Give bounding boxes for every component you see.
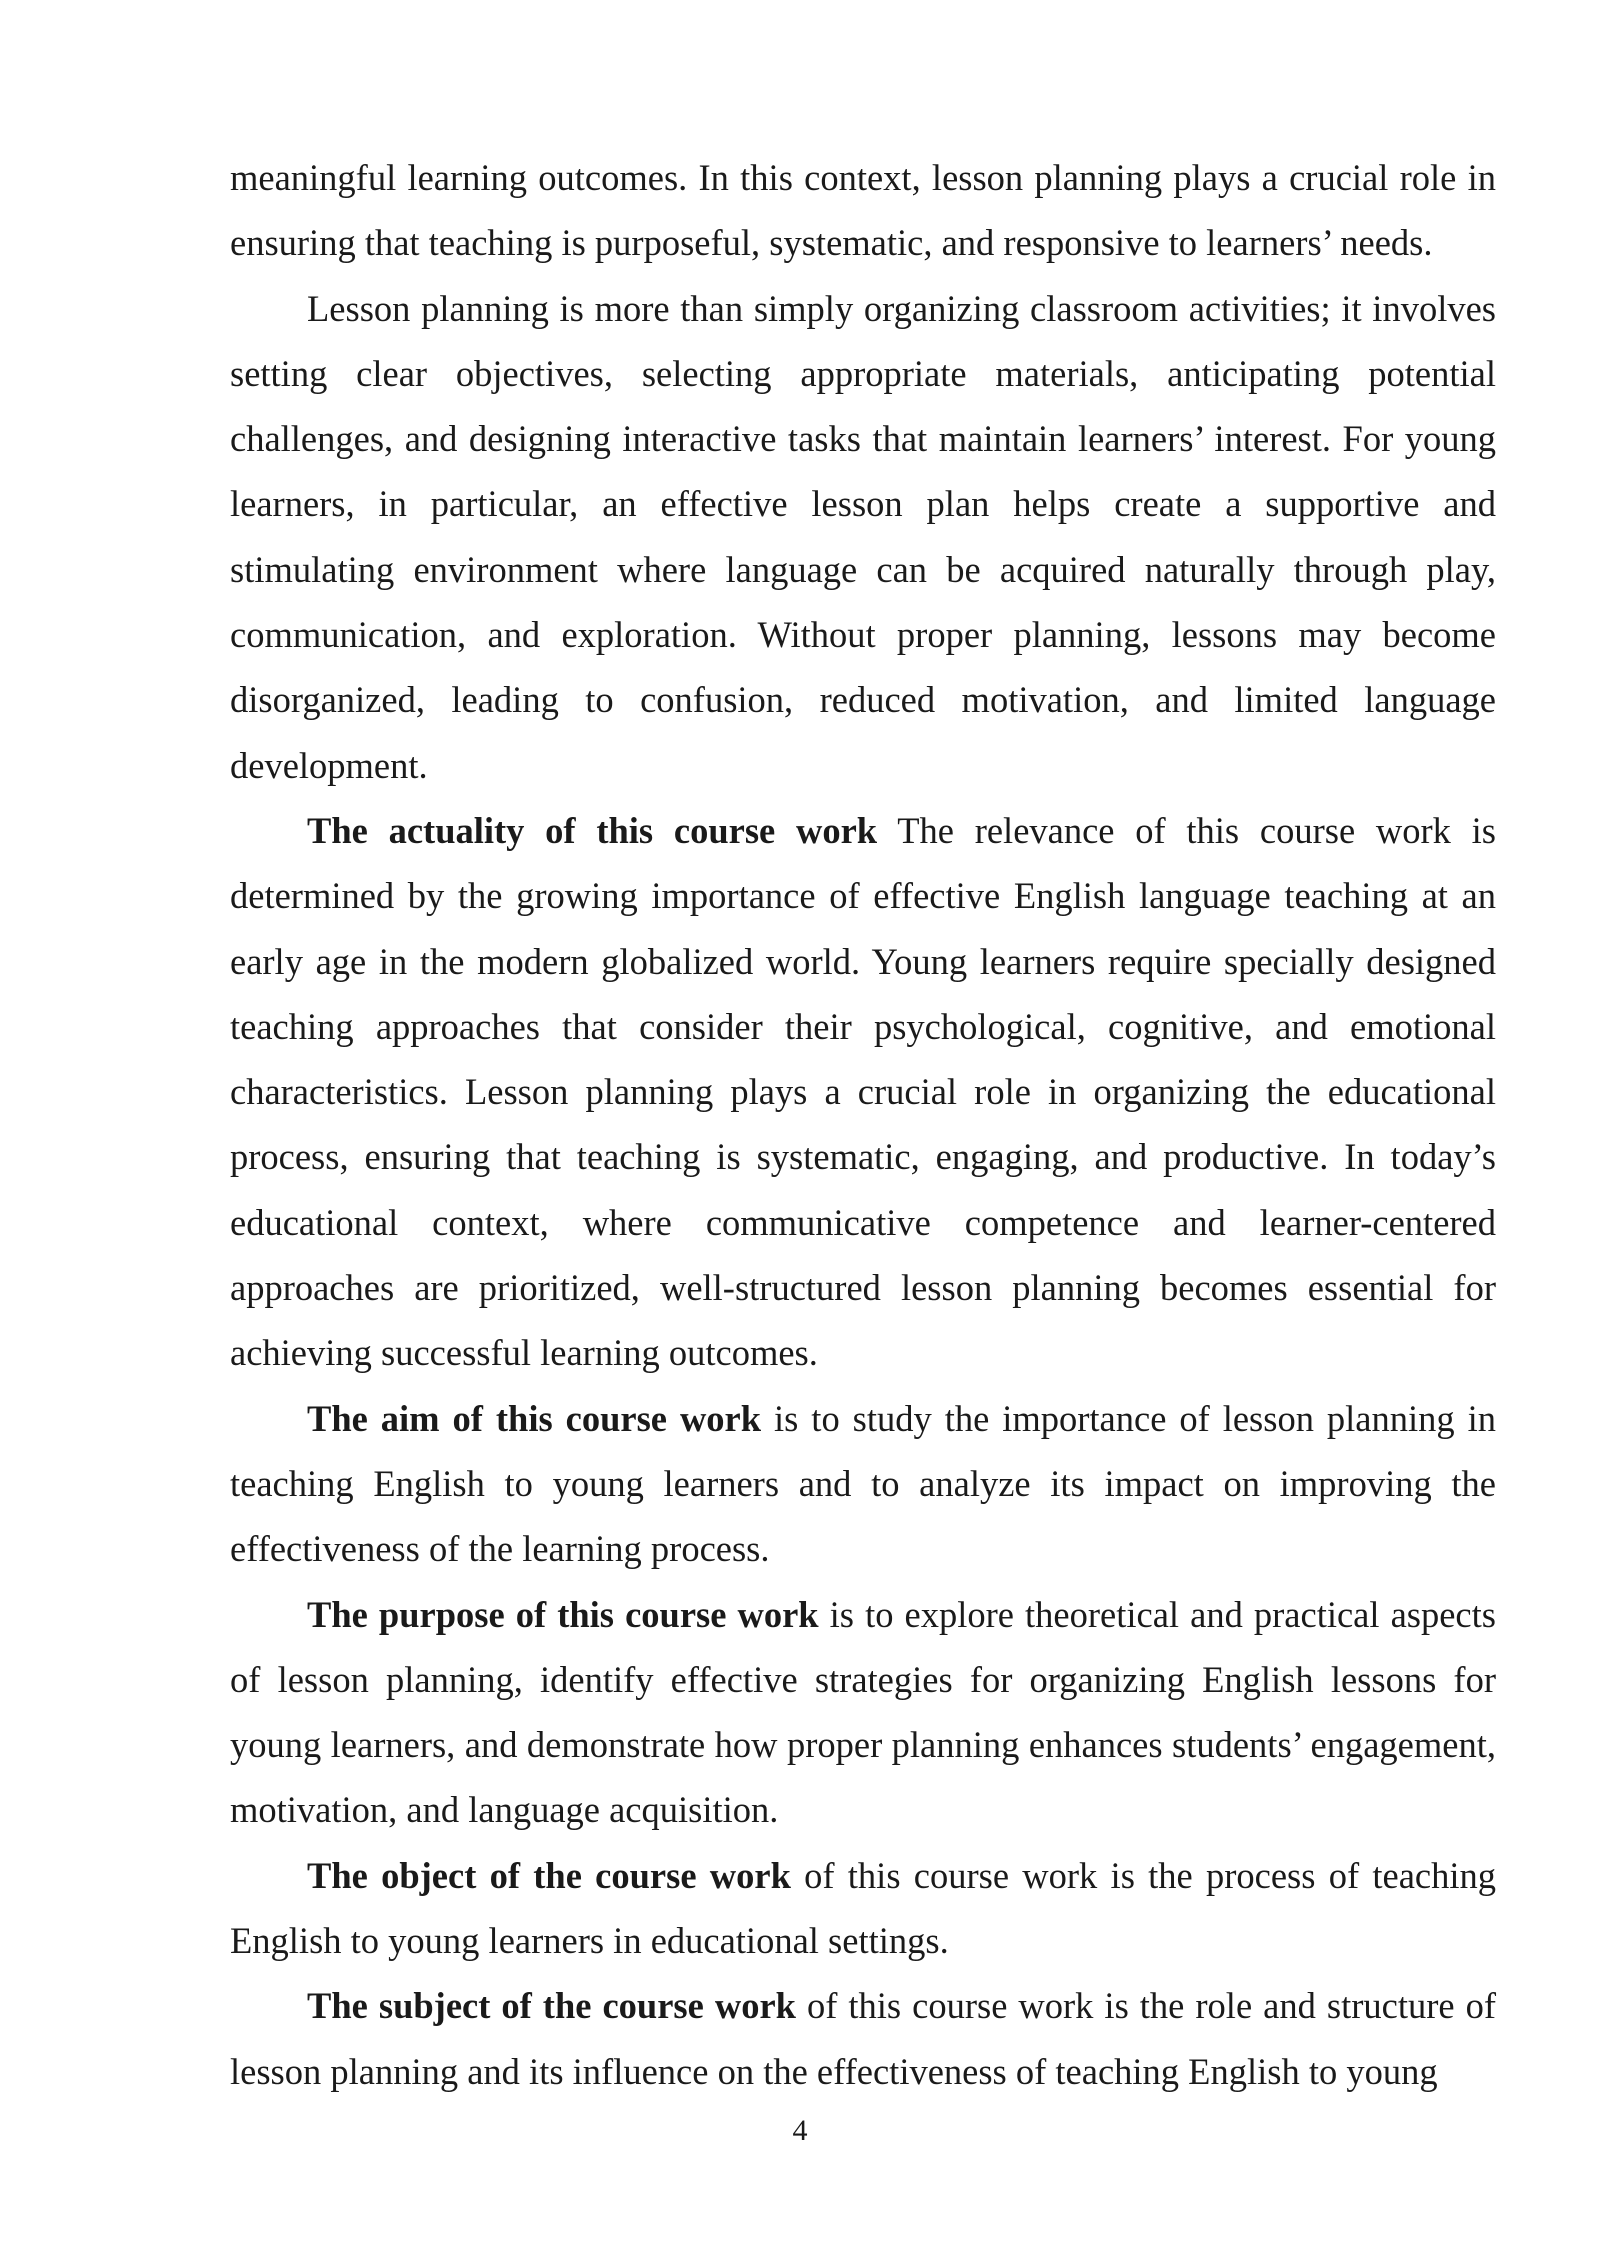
paragraph-aim xyxy=(230,1386,1496,1582)
paragraph-text: of this course work is the process of teaching English to young learners in educational settings. xyxy=(230,1854,1496,1962)
paragraph-text: The relevance of this course work is determined by the growing importance of effective English language teaching at an early age in the modern globalized world. Young learners require specially designed teaching approaches that consider their psychological, cognitive, and emotional characteristics. Lesson planning plays a crucial role in organizing the educational process, ensuring that teaching is systematic, engaging, and productive. In today’s educational context, where communicative competence and learner-centered approaches are prioritized, well-structured lesson planning becomes essential for achieving successful learning outcomes. xyxy=(230,809,1496,1374)
paragraph-heading: The aim of this course work xyxy=(307,1397,762,1439)
paragraph-text: is to study the importance of lesson planning in teaching English to young learners and to analyze its impact on improving the effectiveness of the learning process. xyxy=(230,1397,1496,1570)
paragraph-purpose xyxy=(230,1582,1496,1843)
paragraph-actuality xyxy=(230,798,1496,1386)
paragraph-subject xyxy=(230,1973,1496,2104)
paragraph-text: is to explore theoretical and practical aspects of lesson planning, identify effective strategies for organizing English lessons for young learners, and demonstrate how proper planning enhances students’ engagement, motivation, and language acquisition. xyxy=(230,1593,1496,1831)
paragraph-text: meaningful learning outcomes. In this context, lesson planning plays a crucial role in ensuring that teaching is purposeful, systematic, and responsive to learners’ needs. xyxy=(230,157,1496,264)
paragraph-object xyxy=(230,1843,1496,1974)
page-number: 4 xyxy=(792,2114,808,2147)
paragraph-heading: The object of the course work xyxy=(307,1854,791,1896)
paragraph-heading: The subject of the course work xyxy=(307,1985,796,2027)
paragraph-heading: The actuality of this course work xyxy=(307,809,878,851)
paragraph-continuation xyxy=(230,145,1496,276)
paragraph-heading: The purpose of this course work xyxy=(307,1593,819,1635)
document-body xyxy=(230,145,1496,2104)
paragraph-lesson-planning xyxy=(230,276,1496,798)
paragraph-text: of this course work is the role and structure of lesson planning and its influence on the effectiveness of teaching English to young xyxy=(230,1985,1496,2092)
paragraph-text: Lesson planning is more than simply organizing classroom activities; it involves setting clear objectives, selecting appropriate materials, anticipating potential challenges, and designing interactive tasks that maintain learners’ interest. For young learners, in particular, an effective lesson plan helps create a supportive and stimulating environment where language can be acquired naturally through play, communication, and exploration. Without proper planning, lessons may become disorganized, leading to confusion, reduced motivation, and limited language development. xyxy=(230,287,1496,786)
